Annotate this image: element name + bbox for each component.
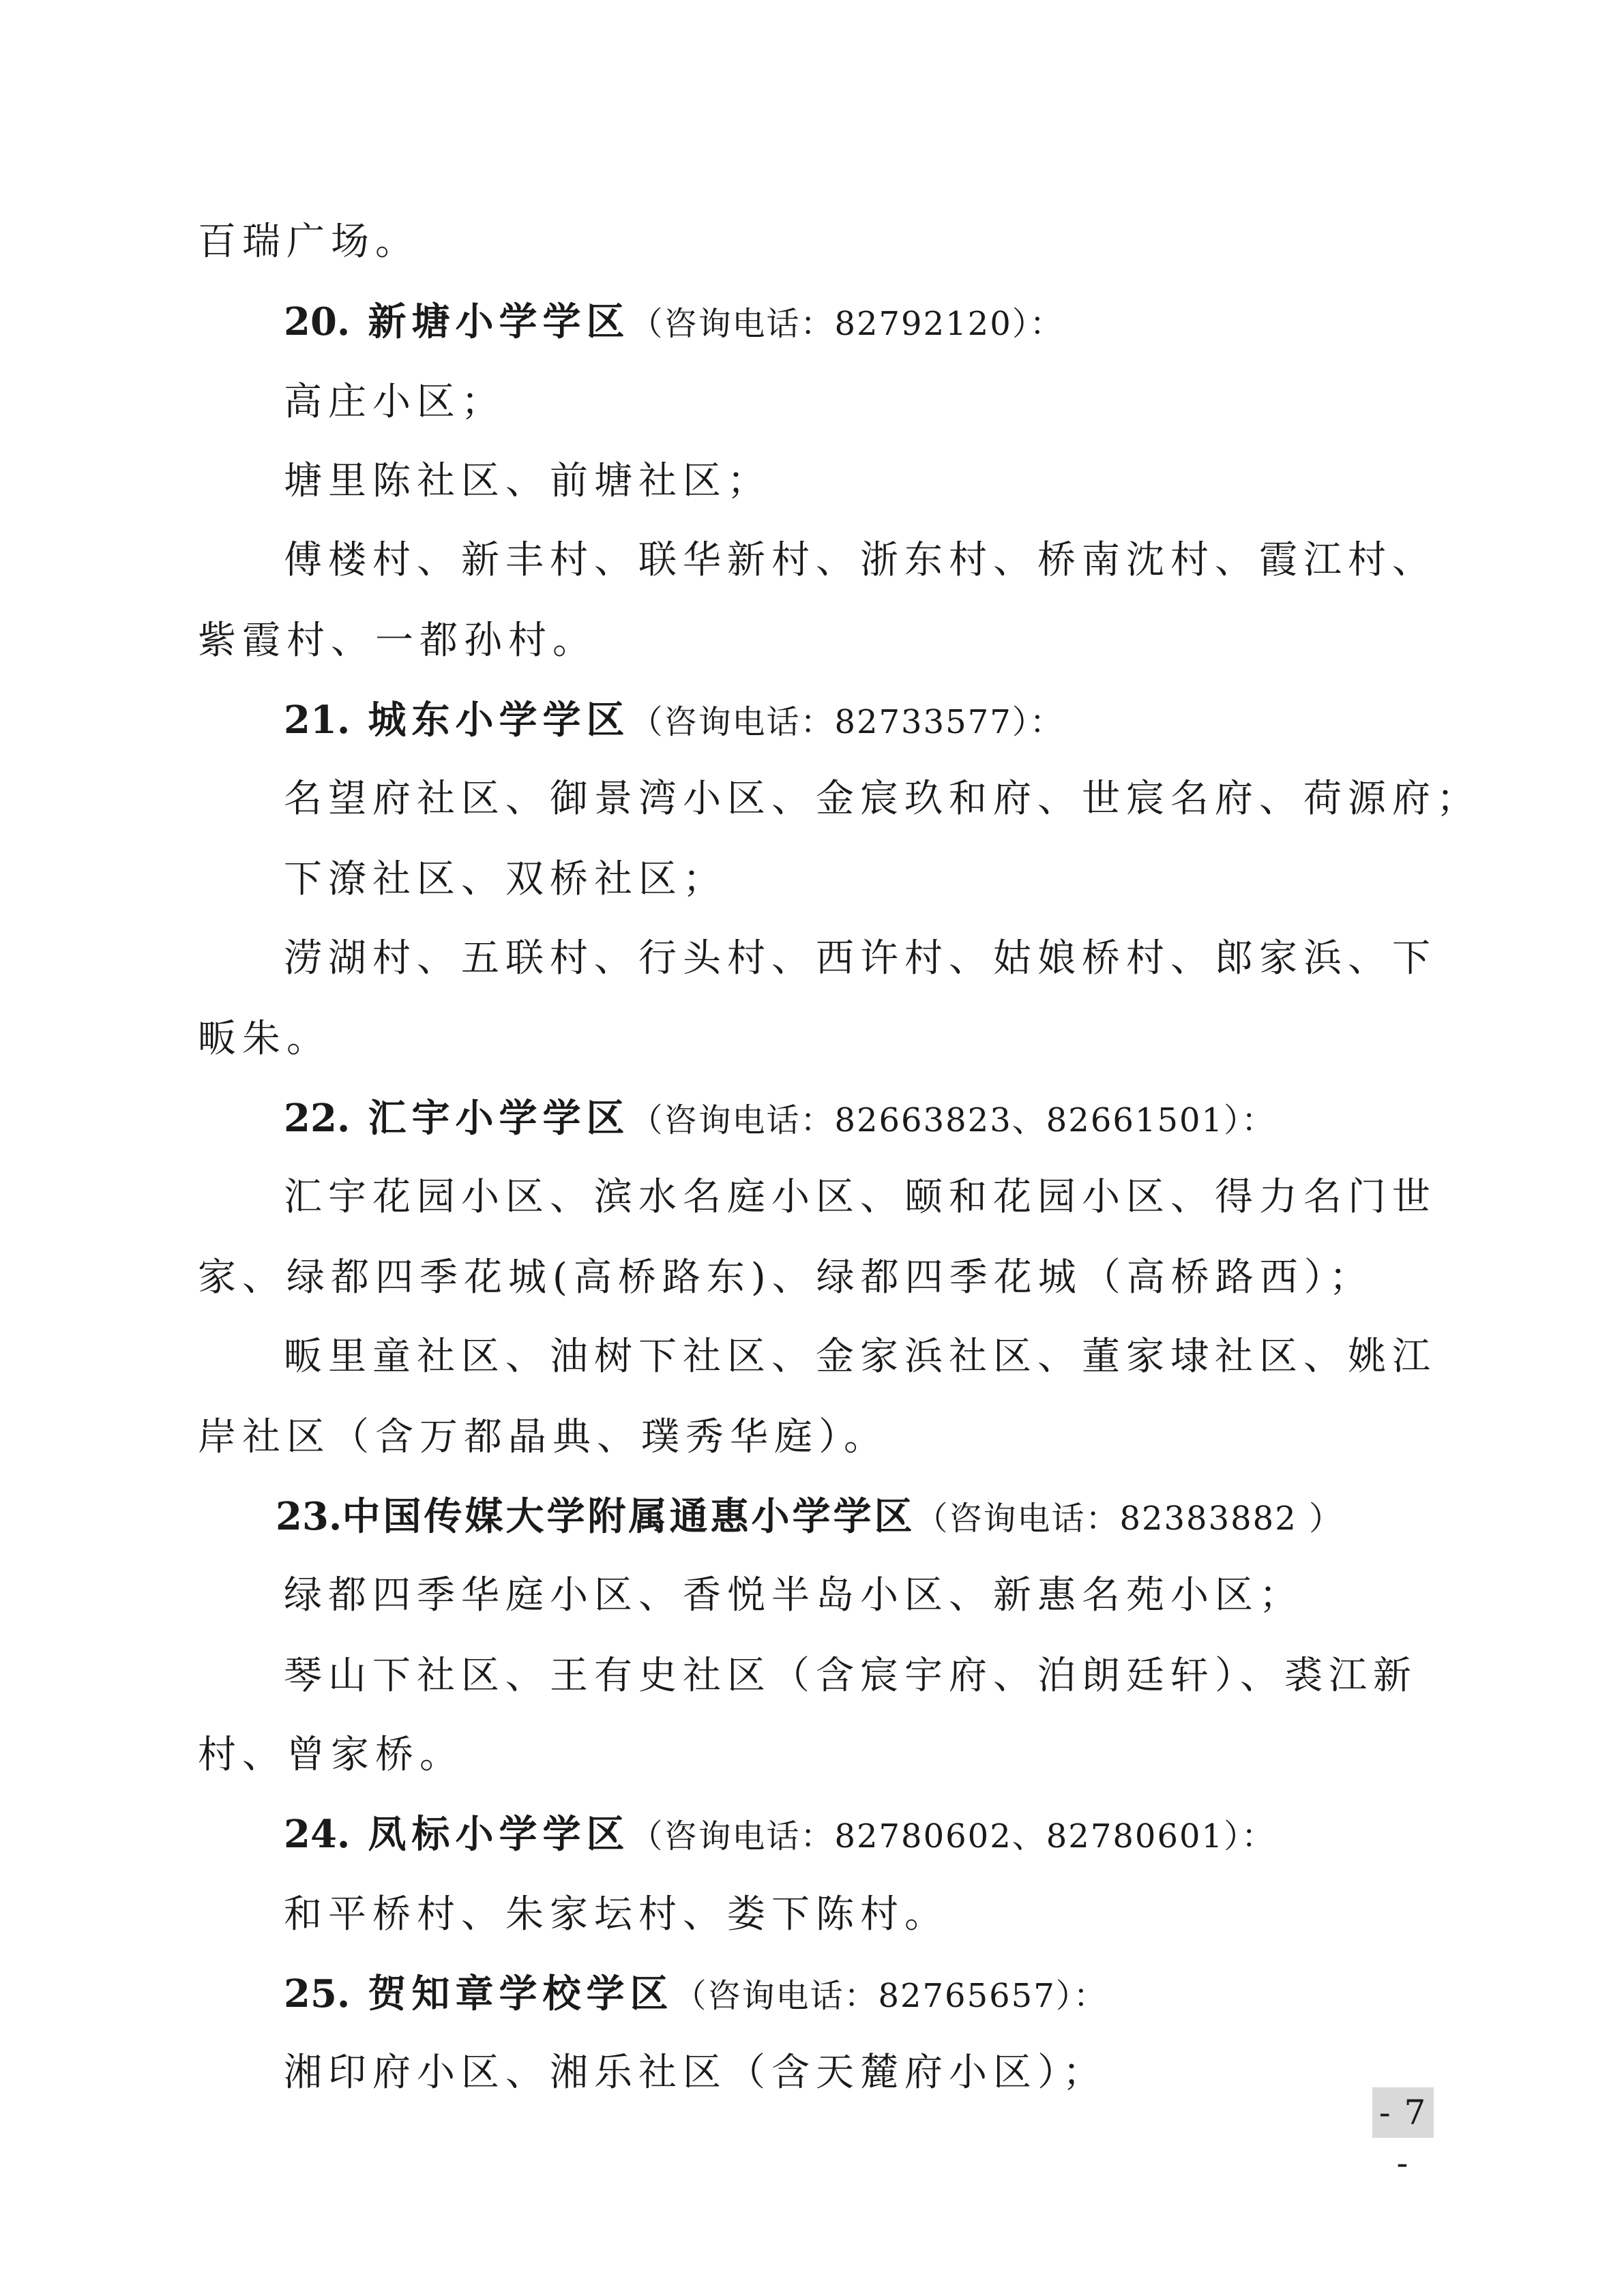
text-line: 岸社区（含万都晶典、璞秀华庭）。 — [198, 1415, 888, 1459]
section-number: 23. — [276, 1494, 342, 1539]
section-phone: （咨询电话：82383882 ） — [915, 1500, 1344, 1538]
section-title: 凤标小学学区 — [368, 1812, 630, 1857]
text-line: 和平桥村、朱家坛村、娄下陈村。 — [284, 1892, 949, 1937]
text-line: 下潦社区、双桥社区； — [284, 857, 727, 901]
text-line: 湘印府小区、湘乐社区（含天麓府小区）； — [284, 2051, 1107, 2095]
text-line: 村、曾家桥。 — [198, 1733, 464, 1777]
section-phone: （咨询电话：82733577）： — [630, 703, 1064, 741]
section-title: 新塘小学学区 — [368, 299, 630, 344]
section-heading-22 — [284, 1091, 1275, 1148]
section-number: 22. — [284, 1096, 351, 1141]
section-phone: （咨询电话：82792120）： — [630, 305, 1064, 343]
text-line: 傅楼村、新丰村、联华新村、浙东村、桥南沈村、霞江村、 — [284, 538, 1436, 582]
section-heading-23 — [276, 1489, 1343, 1546]
section-number: 20. — [284, 299, 351, 344]
text-line: 汇宇花园小区、滨水名庭小区、颐和花园小区、得力名门世 — [284, 1175, 1436, 1219]
text-line: 塘里陈社区、前塘社区； — [284, 459, 771, 503]
section-title: 城东小学学区 — [368, 698, 630, 743]
section-title: 汇宇小学学区 — [368, 1096, 630, 1141]
section-title: 中国传媒大学附属通惠小学学区 — [342, 1494, 915, 1539]
text-line: 百瑞广场。 — [198, 220, 419, 264]
section-heading-25 — [284, 1967, 1108, 2023]
text-line: 名望府社区、御景湾小区、金宸玖和府、世宸名府、荷源府； — [284, 777, 1481, 821]
section-heading-24 — [284, 1807, 1275, 1864]
section-number: 24. — [284, 1812, 351, 1857]
text-line: 绿都四季华庭小区、香悦半岛小区、新惠名苑小区； — [284, 1573, 1303, 1617]
text-line: 畈里童社区、油树下社区、金家浜社区、董家埭社区、姚江 — [284, 1335, 1436, 1379]
section-phone: （咨询电话：82663823、82661501）： — [630, 1101, 1276, 1139]
section-number: 21. — [284, 698, 351, 743]
text-line: 紫霞村、一都孙村。 — [198, 618, 597, 663]
text-line: 畈朱。 — [198, 1017, 331, 1061]
text-line: 家、绿都四季花城(高桥路东)、绿都四季花城（高桥路西）； — [198, 1255, 1374, 1300]
text-line: 涝湖村、五联村、行头村、西许村、姑娘桥村、郎家浜、下 — [284, 936, 1436, 981]
page-number: - 7 - — [1372, 2087, 1434, 2138]
section-heading-20 — [284, 295, 1064, 351]
text-line: 高庄小区； — [284, 380, 505, 424]
section-phone: （咨询电话：82765657）： — [673, 1977, 1108, 2015]
section-number: 25. — [284, 1971, 351, 2016]
section-heading-21 — [284, 693, 1064, 749]
section-phone: （咨询电话：82780602、82780601）： — [630, 1817, 1276, 1855]
section-title: 贺知章学校学区 — [368, 1971, 674, 2016]
text-line: 琴山下社区、王有史社区（含宸宇府、泊朗廷轩）、裘江新 — [284, 1654, 1417, 1698]
